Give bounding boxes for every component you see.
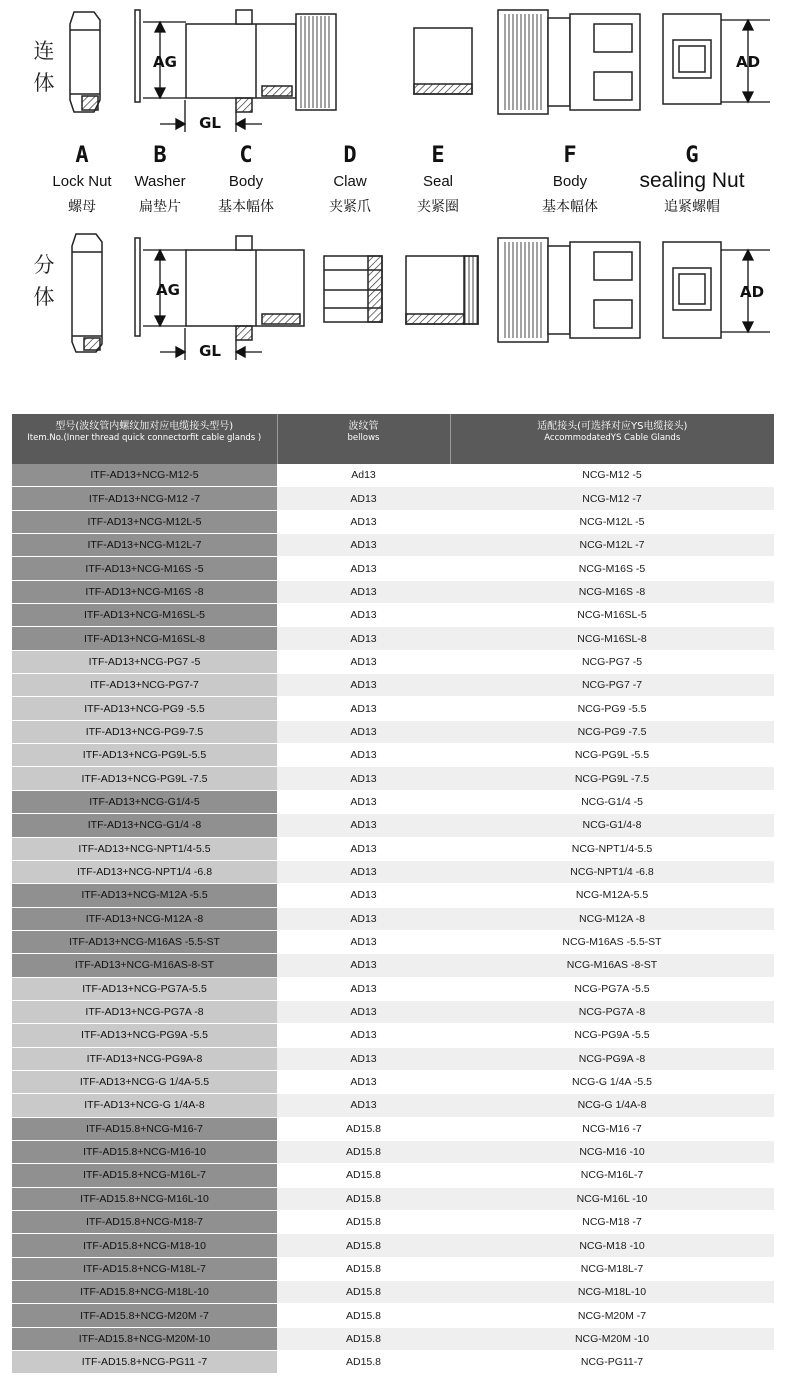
- cell-bellows: AD15.8: [277, 1187, 450, 1210]
- ad-label-bottom: AD: [739, 283, 765, 301]
- cell-bellows: AD13: [277, 954, 450, 977]
- cell-gland: NCG-M16S -8: [450, 580, 774, 603]
- cell-bellows: AD13: [277, 744, 450, 767]
- part-f-letter: F: [563, 143, 577, 168]
- table-row: [12, 790, 774, 813]
- table-body: [12, 464, 774, 1374]
- cell-gland: NCG-M20M -10: [450, 1327, 774, 1350]
- part-f-name: Body: [552, 173, 588, 190]
- table-row: [12, 1140, 774, 1163]
- cell-gland: NCG-M12A -8: [450, 907, 774, 930]
- table-row: [12, 1187, 774, 1210]
- table-row: [12, 814, 774, 837]
- cell-item-no: ITF-AD13+NCG-M12A -8: [12, 907, 277, 930]
- cell-gland: NCG-M16S -5: [450, 557, 774, 580]
- cell-gland: NCG-M18 -7: [450, 1211, 774, 1234]
- cell-bellows: AD13: [277, 1024, 450, 1047]
- table-row: [12, 744, 774, 767]
- header-glands: [450, 414, 774, 464]
- cell-item-no: ITF-AD13+NCG-PG7 -5: [12, 650, 277, 673]
- washer-drawing-top: [135, 10, 140, 102]
- cell-gland: NCG-M20M -7: [450, 1304, 774, 1327]
- cell-bellows: AD15.8: [277, 1281, 450, 1304]
- header-item-no-cn: 型号(波纹管内螺纹加对应电缆接头型号): [55, 421, 234, 432]
- part-a-name: Lock Nut: [52, 173, 112, 190]
- part-a-letter: A: [75, 143, 89, 168]
- cell-bellows: AD13: [277, 814, 450, 837]
- cell-gland: NCG-G1/4-8: [450, 814, 774, 837]
- cell-bellows: AD13: [277, 767, 450, 790]
- table-row: [12, 627, 774, 650]
- table-row: [12, 860, 774, 883]
- cell-gland: NCG-PG9L -7.5: [450, 767, 774, 790]
- cell-item-no: ITF-AD13+NCG-G1/4 -8: [12, 814, 277, 837]
- part-d-name: Claw: [333, 173, 367, 190]
- header-glands-en: AccommodatedYS Cable Glands: [544, 433, 681, 443]
- cell-item-no: ITF-AD13+NCG-M12A -5.5: [12, 884, 277, 907]
- cell-gland: NCG-G 1/4A -5.5: [450, 1070, 774, 1093]
- table-row: [12, 1094, 774, 1117]
- cell-gland: NCG-PG7 -7: [450, 674, 774, 697]
- cell-gland: NCG-M18L-7: [450, 1257, 774, 1280]
- cell-item-no: ITF-AD13+NCG-G 1/4A-5.5: [12, 1070, 277, 1093]
- part-d-label: [329, 143, 371, 215]
- cell-item-no: ITF-AD15.8+NCG-M16L-7: [12, 1164, 277, 1187]
- cell-gland: NCG-M16AS -8-ST: [450, 954, 774, 977]
- cell-item-no: ITF-AD15.8+NCG-M18L-10: [12, 1281, 277, 1304]
- table-row: [12, 884, 774, 907]
- cell-bellows: AD13: [277, 627, 450, 650]
- body-drawing-bottom: [186, 236, 304, 340]
- cell-bellows: AD15.8: [277, 1351, 450, 1374]
- cell-item-no: ITF-AD13+NCG-M16AS -5.5-ST: [12, 930, 277, 953]
- exploded-parts-diagram: [0, 0, 790, 412]
- part-c-label: [218, 143, 274, 215]
- part-f-cn: 基本幅体: [542, 199, 598, 215]
- row-label-integrated-2: 体: [33, 71, 55, 95]
- lock-nut-drawing-bottom: [72, 234, 102, 352]
- body-f-drawing-top: [498, 10, 640, 114]
- cell-bellows: AD13: [277, 1094, 450, 1117]
- cell-item-no: ITF-AD15.8+NCG-M16L-10: [12, 1187, 277, 1210]
- row-label-split-1: 分: [33, 253, 55, 277]
- table-row: [12, 977, 774, 1000]
- cell-gland: NCG-PG7A -5.5: [450, 977, 774, 1000]
- part-e-cn: 夹紧圈: [417, 199, 459, 215]
- cell-item-no: ITF-AD15.8+NCG-M18-7: [12, 1211, 277, 1234]
- gl-label-top: GL: [199, 114, 221, 132]
- cell-item-no: ITF-AD13+NCG-PG7A -8: [12, 1000, 277, 1023]
- cell-bellows: AD15.8: [277, 1164, 450, 1187]
- cell-gland: NCG-M12L -5: [450, 510, 774, 533]
- cell-item-no: ITF-AD13+NCG-PG9L -7.5: [12, 767, 277, 790]
- table-row: [12, 557, 774, 580]
- cell-bellows: AD13: [277, 697, 450, 720]
- cell-item-no: ITF-AD13+NCG-M12L-7: [12, 534, 277, 557]
- table-row: [12, 697, 774, 720]
- cell-bellows: AD13: [277, 650, 450, 673]
- cell-item-no: ITF-AD13+NCG-M16SL-5: [12, 604, 277, 627]
- table-row: [12, 1257, 774, 1280]
- cell-gland: NCG-M18L-10: [450, 1281, 774, 1304]
- header-bellows: [277, 414, 450, 464]
- table-row: [12, 1304, 774, 1327]
- part-b-letter: B: [153, 143, 167, 168]
- part-c-cn: 基本幅体: [218, 199, 274, 215]
- table-row: [12, 1070, 774, 1093]
- cell-gland: NCG-M16AS -5.5-ST: [450, 930, 774, 953]
- cell-bellows: AD15.8: [277, 1327, 450, 1350]
- cell-bellows: AD13: [277, 977, 450, 1000]
- cell-gland: NCG-PG9L -5.5: [450, 744, 774, 767]
- cell-item-no: ITF-AD15.8+NCG-M16-10: [12, 1140, 277, 1163]
- table-row: [12, 534, 774, 557]
- cell-gland: NCG-PG9A -8: [450, 1047, 774, 1070]
- cell-bellows: AD13: [277, 1047, 450, 1070]
- table-row: [12, 1000, 774, 1023]
- body-f-drawing-bottom: [498, 238, 640, 342]
- cell-gland: NCG-PG9 -7.5: [450, 720, 774, 743]
- cell-item-no: ITF-AD15.8+NCG-M20M -7: [12, 1304, 277, 1327]
- part-g-name: sealing Nut: [639, 169, 745, 192]
- cell-gland: NCG-M12A-5.5: [450, 884, 774, 907]
- part-g-letter: G: [685, 143, 699, 168]
- cell-bellows: AD15.8: [277, 1257, 450, 1280]
- row-label-split-2: 体: [33, 285, 55, 309]
- lock-nut-drawing-top: [70, 12, 100, 112]
- table-row: [12, 650, 774, 673]
- table-row: [12, 580, 774, 603]
- header-bellows-en: bellows: [347, 433, 380, 443]
- table-row: [12, 1024, 774, 1047]
- cell-item-no: ITF-AD15.8+NCG-M16-7: [12, 1117, 277, 1140]
- washer-drawing-bottom: [135, 238, 140, 336]
- cell-gland: NCG-M12 -7: [450, 487, 774, 510]
- table-row: [12, 767, 774, 790]
- part-d-cn: 夹紧爪: [329, 199, 371, 215]
- cell-gland: NCG-M12 -5: [450, 464, 774, 487]
- cell-bellows: AD13: [277, 604, 450, 627]
- cell-gland: NCG-G 1/4A-8: [450, 1094, 774, 1117]
- cell-item-no: ITF-AD13+NCG-M12L-5: [12, 510, 277, 533]
- part-b-label: [134, 143, 185, 215]
- part-g-label: [639, 143, 744, 215]
- part-e-letter: E: [431, 143, 445, 168]
- table-row: [12, 674, 774, 697]
- cell-item-no: ITF-AD13+NCG-PG9-7.5: [12, 720, 277, 743]
- cell-item-no: ITF-AD13+NCG-PG9L-5.5: [12, 744, 277, 767]
- table-row: [12, 930, 774, 953]
- table-row: [12, 1164, 774, 1187]
- claw-drawing-bottom: [324, 256, 382, 322]
- cell-item-no: ITF-AD15.8+NCG-M18-10: [12, 1234, 277, 1257]
- cell-item-no: ITF-AD13+NCG-PG9 -5.5: [12, 697, 277, 720]
- part-f-label: [542, 143, 598, 215]
- cell-gland: NCG-G1/4 -5: [450, 790, 774, 813]
- cell-gland: NCG-PG7 -5: [450, 650, 774, 673]
- header-item-no: [12, 414, 277, 464]
- cell-bellows: AD13: [277, 487, 450, 510]
- header-bellows-cn: 波纹管: [348, 421, 379, 432]
- cell-bellows: AD15.8: [277, 1117, 450, 1140]
- part-c-letter: C: [239, 143, 253, 168]
- cell-gland: NCG-M16L -10: [450, 1187, 774, 1210]
- table-row: [12, 1327, 774, 1350]
- parts-drawing: [0, 0, 790, 412]
- table-row: [12, 954, 774, 977]
- cell-gland: NCG-PG9A -5.5: [450, 1024, 774, 1047]
- part-b-name: Washer: [134, 173, 186, 190]
- ad-label-top: AD: [735, 53, 761, 71]
- part-e-label: [417, 143, 459, 215]
- cell-bellows: AD15.8: [277, 1140, 450, 1163]
- cell-gland: NCG-M16 -10: [450, 1140, 774, 1163]
- cell-gland: NCG-M18 -10: [450, 1234, 774, 1257]
- cell-bellows: Ad13: [277, 464, 450, 487]
- sealing-nut-drawing-top: [663, 14, 721, 104]
- cell-item-no: ITF-AD13+NCG-NPT1/4-5.5: [12, 837, 277, 860]
- sealing-nut-drawing-bottom: [663, 242, 721, 338]
- cell-item-no: ITF-AD13+NCG-M16AS-8-ST: [12, 954, 277, 977]
- cell-bellows: AD13: [277, 837, 450, 860]
- part-e-name: Seal: [422, 173, 454, 190]
- cell-gland: NCG-M16L-7: [450, 1164, 774, 1187]
- spec-table: [12, 414, 774, 1374]
- ag-label-bottom: AG: [156, 281, 180, 299]
- cell-gland: NCG-NPT1/4 -6.8: [450, 860, 774, 883]
- cell-gland: NCG-M12L -7: [450, 534, 774, 557]
- cell-item-no: ITF-AD15.8+NCG-M18L-7: [12, 1257, 277, 1280]
- cell-bellows: AD15.8: [277, 1234, 450, 1257]
- cell-bellows: AD13: [277, 534, 450, 557]
- table-row: [12, 1234, 774, 1257]
- cell-bellows: AD13: [277, 510, 450, 533]
- seal-drawing-top: [414, 28, 472, 94]
- cell-item-no: ITF-AD13+NCG-M12 -7: [12, 487, 277, 510]
- cell-item-no: ITF-AD15.8+NCG-M20M-10: [12, 1327, 277, 1350]
- table-row: [12, 1117, 774, 1140]
- table-header-row: [12, 414, 774, 464]
- cell-item-no: ITF-AD13+NCG-M16S -8: [12, 580, 277, 603]
- cell-bellows: AD15.8: [277, 1211, 450, 1234]
- cell-item-no: ITF-AD13+NCG-G1/4-5: [12, 790, 277, 813]
- row-label-integrated-1: 连: [33, 39, 55, 63]
- cell-item-no: ITF-AD13+NCG-M16SL-8: [12, 627, 277, 650]
- cell-item-no: ITF-AD13+NCG-PG7-7: [12, 674, 277, 697]
- cell-item-no: ITF-AD13+NCG-M12-5: [12, 464, 277, 487]
- cell-bellows: AD13: [277, 884, 450, 907]
- part-g-cn: 追紧螺帽: [664, 199, 720, 215]
- header-item-no-en: Item.No.(Inner thread quick connectorfit cable glands ): [27, 433, 262, 443]
- cell-bellows: AD13: [277, 674, 450, 697]
- cell-bellows: AD13: [277, 790, 450, 813]
- table-row: [12, 464, 774, 487]
- cell-item-no: ITF-AD13+NCG-PG9A -5.5: [12, 1024, 277, 1047]
- part-a-cn: 螺母: [68, 199, 96, 215]
- part-a-label: [52, 143, 112, 215]
- part-c-name: Body: [228, 173, 264, 190]
- table-row: [12, 1281, 774, 1304]
- cell-item-no: ITF-AD15.8+NCG-PG11 -7: [12, 1351, 277, 1374]
- seal-drawing-bottom: [406, 256, 478, 324]
- table-row: [12, 510, 774, 533]
- part-b-cn: 扁垫片: [139, 199, 181, 215]
- cell-item-no: ITF-AD13+NCG-M16S -5: [12, 557, 277, 580]
- cell-bellows: AD13: [277, 930, 450, 953]
- cell-gland: NCG-M16SL-5: [450, 604, 774, 627]
- cell-item-no: ITF-AD13+NCG-PG9A-8: [12, 1047, 277, 1070]
- cell-bellows: AD13: [277, 1000, 450, 1023]
- cell-gland: NCG-M16SL-8: [450, 627, 774, 650]
- table-row: [12, 487, 774, 510]
- body-drawing-top: [186, 10, 336, 112]
- cell-bellows: AD13: [277, 860, 450, 883]
- cell-gland: NCG-PG9 -5.5: [450, 697, 774, 720]
- header-glands-cn: 适配接头(可选择对应YS电缆接头): [537, 421, 688, 432]
- cell-item-no: ITF-AD13+NCG-PG7A-5.5: [12, 977, 277, 1000]
- cell-gland: NCG-PG7A -8: [450, 1000, 774, 1023]
- cell-bellows: AD13: [277, 580, 450, 603]
- table-row: [12, 720, 774, 743]
- cell-bellows: AD13: [277, 720, 450, 743]
- table-row: [12, 604, 774, 627]
- cell-bellows: AD13: [277, 1070, 450, 1093]
- table-row: [12, 1047, 774, 1070]
- cell-gland: NCG-NPT1/4-5.5: [450, 837, 774, 860]
- cell-bellows: AD15.8: [277, 1304, 450, 1327]
- table-row: [12, 1211, 774, 1234]
- table-row: [12, 907, 774, 930]
- cell-gland: NCG-M16 -7: [450, 1117, 774, 1140]
- part-d-letter: D: [343, 143, 357, 168]
- table-row: [12, 837, 774, 860]
- cell-bellows: AD13: [277, 907, 450, 930]
- cell-gland: NCG-PG11-7: [450, 1351, 774, 1374]
- cell-bellows: AD13: [277, 557, 450, 580]
- ag-label-top: AG: [153, 53, 177, 71]
- cell-item-no: ITF-AD13+NCG-G 1/4A-8: [12, 1094, 277, 1117]
- gl-label-bottom: GL: [199, 342, 221, 360]
- table-row: [12, 1351, 774, 1374]
- cell-item-no: ITF-AD13+NCG-NPT1/4 -6.8: [12, 860, 277, 883]
